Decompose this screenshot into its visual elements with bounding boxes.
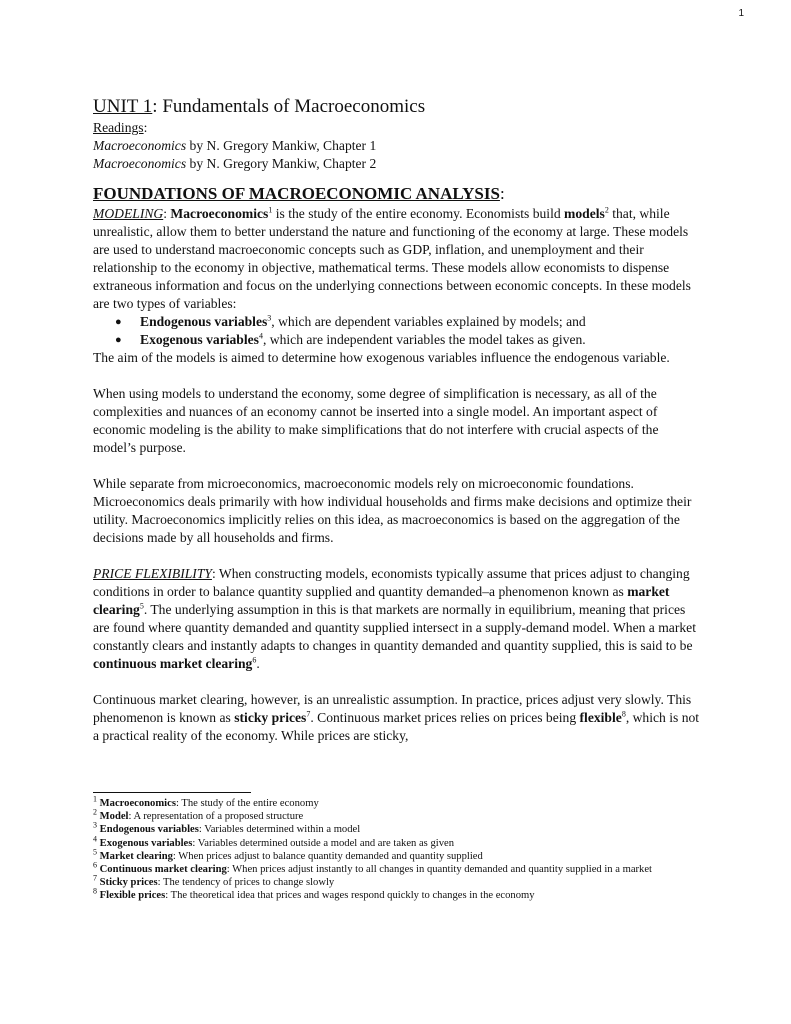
footnote-ref: 1 — [268, 205, 273, 215]
variable-list — [93, 313, 703, 349]
section-heading-colon: : — [499, 184, 505, 203]
term-market-clearing: market clearing — [93, 584, 670, 617]
reading-book: Macroeconomics — [93, 138, 187, 153]
term-sticky-prices: sticky prices — [234, 710, 307, 725]
section-heading-text: FOUNDATIONS OF MACROECONOMIC ANALYSIS — [93, 184, 500, 203]
footnote: $^5$ Market clearing: When prices adjust to balance quantity demanded and quantity supplied — [93, 847, 483, 862]
unit-label: UNIT 1 — [93, 96, 153, 117]
modeling-label: MODELING — [93, 206, 164, 221]
readings-block — [93, 119, 703, 173]
footnote-ref: 2 — [604, 205, 609, 215]
term-models: models — [564, 206, 605, 221]
section-heading — [93, 183, 703, 205]
readings-colon: : — [143, 120, 148, 135]
microeconomics-paragraph: While separate from microeconomics, macroeconomic models rely on microeconomic foundations. Microeconomics deals primarily with how individual households and firms make decisions and optimize their utility. Macroeconomics implicitly relies on this idea, as macroeconomics is based on the aggregation of the decisions made by all households and firms. — [93, 476, 692, 545]
reading-book: Macroeconomics — [93, 156, 187, 171]
unit-title — [93, 95, 703, 119]
document-page — [93, 95, 703, 745]
footnote: $^4$ Exogenous variables: Variables determined outside a model and are taken as given — [93, 834, 454, 849]
footnote: $^8$ Flexible prices: The theoretical idea that prices and wages respond quickly to changes in the economy — [93, 886, 535, 902]
term-macroeconomics: Macroeconomics — [170, 206, 269, 221]
reading-rest: by N. Gregory Mankiw, Chapter 1 — [186, 138, 377, 153]
continuous-paragraph: Continuous market clearing, however, is an unrealistic assumption. In practice, prices adjust very slowly. This phenomenon is known as sticky prices$^7$. Continuous market prices relies on prices being flexible$^8$, which is not a practical reality of the economy. While prices are sticky, — [93, 692, 700, 743]
reading-rest: by N. Gregory Mankiw, Chapter 2 — [186, 156, 377, 171]
reading-item — [93, 137, 703, 155]
footnote: $^7$ Sticky prices: The tendency of prices to change slowly — [93, 873, 335, 889]
list-item: ● Exogenous variables$^4$, which are independent variables the model takes as given. — [115, 331, 703, 349]
footnote: $^3$ Endogenous variables: Variables determined within a model — [93, 820, 361, 836]
list-item: ● Endogenous variables$^3$, which are dependent variables explained by models; and — [115, 313, 703, 331]
readings-label: Readings — [93, 120, 144, 135]
price-flexibility-paragraph: PRICE FLEXIBILITY: When constructing models, economists typically assume that prices adjust to changing conditions in order to balance quantity supplied and quantity demanded–a phenomenon known as market clearing$^5$. The underlying assumption in this is that markets are normally in equilibrium, meaning that prices are found where quantity demanded and quantity supplied intersect in a supply-demand model. When a market constantly clears and instantly adapts to changes in quantity demanded and quantity supplied, this is said to be continuous market clearing$^6$. — [93, 566, 696, 671]
term-continuous-market-clearing: continuous market clearing — [93, 656, 253, 671]
footnotes — [93, 794, 703, 903]
term-flexible: flexible — [579, 710, 622, 725]
reading-item — [93, 155, 703, 173]
footnote: $^2$ Model: A representation of a proposed structure — [93, 807, 304, 823]
modeling-after: The aim of the models is aimed to determine how exogenous variables influence the endogenous variable. — [93, 350, 670, 365]
footnote-divider — [93, 792, 251, 793]
footnote: $^1$ Macroeconomics: The study of the entire economy — [93, 794, 319, 809]
unit-title-text: : Fundamentals of Macroeconomics — [152, 96, 426, 117]
page-number: 1 — [738, 8, 744, 19]
price-flexibility-label: PRICE FLEXIBILITY — [93, 566, 212, 581]
footnote: $^6$ Continuous market clearing: When prices adjust instantly to all changes in quantity demanded and quantity supplied in a market — [93, 860, 653, 876]
simplification-paragraph: When using models to understand the economy, some degree of simplification is necessary, as all of the complexities and nuances of an economy cannot be inserted into a single model. An important aspect of economic modeling is the ability to make simplifications that do not interfere with crucial aspects of the model’s purpose. — [93, 386, 659, 455]
modeling-paragraph: MODELING: Macroeconomics$^1$ is the study of the entire economy. Economists build models$^2$ that, while unrealistic, allow them to better understand the nature and functioning of the economy at large. These models are used to understand macroeconomic concepts such as GDP, inflation, and unemployment and their relationship to the economy in objective, mathematical terms. These models allow economists to dispense extraneous information and focus on the underlying connections between economic concepts. In these models are two types of variables: — [93, 205, 691, 311]
